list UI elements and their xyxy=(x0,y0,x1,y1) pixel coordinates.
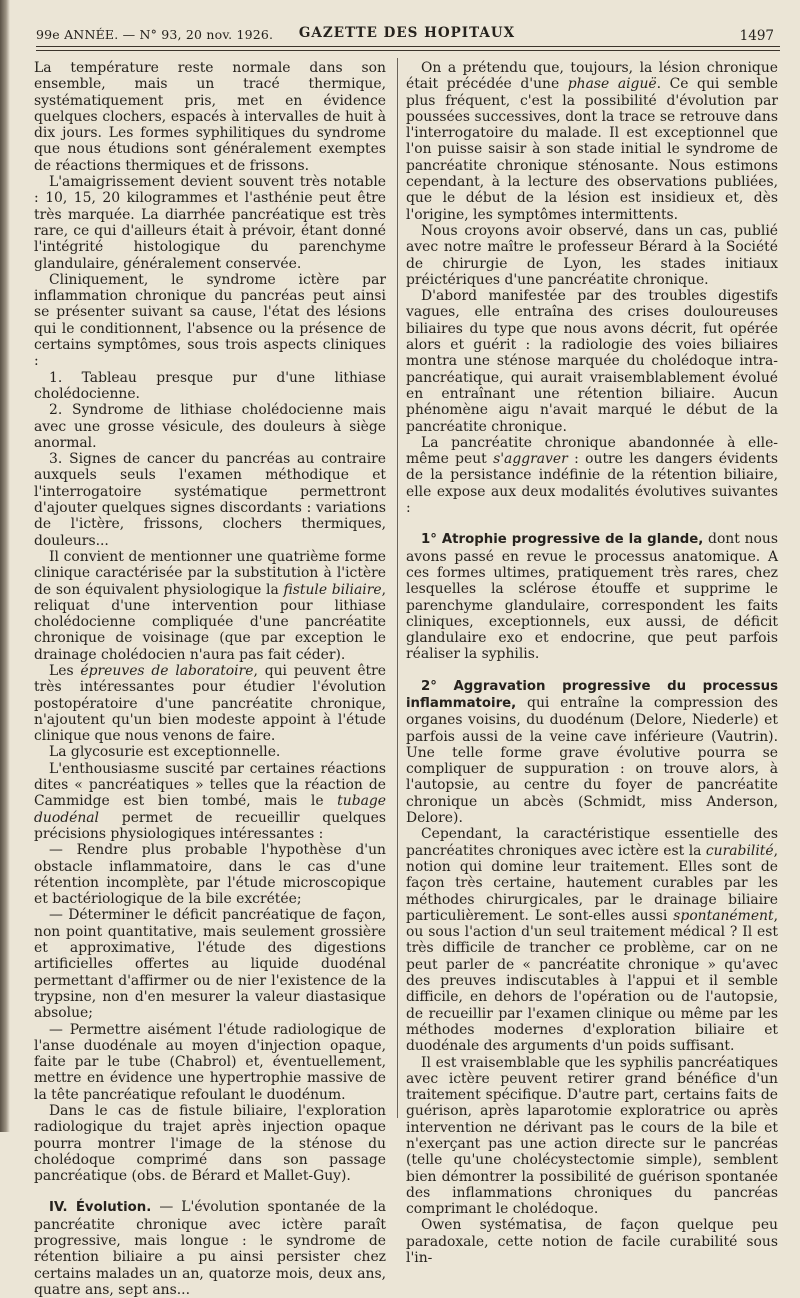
list-item: 2. Syndrome de lithiase cholédocienne mais avec une grosse vésicule, des douleurs à siège anormal. xyxy=(34,402,386,451)
italic-term: épreuves de laboratoire xyxy=(80,662,254,679)
paragraph: La glycosurie est exceptionnelle. xyxy=(49,744,281,761)
column-divider xyxy=(397,58,398,1118)
paragraph: Cliniquement, le syndrome ictère par inflammation chronique du pancréas peut ainsi se présenter suivant sa cause, l'état des lésions qui le conditionnent, l'absence ou la présence de certains symptômes, sous trois aspects cliniques : xyxy=(34,271,386,370)
italic-term: curabilité xyxy=(705,842,774,859)
section-paragraph: 1° Atrophie progressive de la glande, dont nous avons passé en revue le processus anatomique. A ces formes ultimes, pratiquement très rares, chez lesquelles la sclérose étouffe et supprime le parenchyme glandulaire, correspondent les faits cliniques, exceptionnels, eux aussi, de déficit glandulaire exo et endocrine, que peut parfois réaliser la syphilis. xyxy=(406,531,778,663)
list-item: — Permettre aisément l'étude radiologique de l'anse duodénale au moyen d'injection opaque, faite par le tube (Chabrol) et, éventuellement, mettre en évidence une hypertrophie massive de la tête pancréatique refoulant le duodénum. xyxy=(34,1021,386,1103)
right-column xyxy=(406,60,778,1266)
section-heading: IV. Évolution. xyxy=(49,1200,152,1216)
italic-term: fistule biliaire xyxy=(283,581,382,598)
paragraph: On a prétendu que, toujours, la lésion chronique était précédée d'une phase aiguë. Ce qui semble plus fréquent, c'est la possibilité d'évolution par poussées successives, dont la trace se retrouve dans l'interrogatoire du malade. Il est exceptionnel que l'on puisse saisir à son stade initial le syndrome de pancréatite chronique sténosante. Nous estimons cependant, à la lecture des observations publiées, que le début de la lésion est insidieux et, dès l'origine, les symptômes intermittents. xyxy=(406,60,779,223)
section-heading: 1° Atrophie progressive de la glande, xyxy=(421,532,704,548)
section-paragraph: 2° Aggravation progressive du processus inflammatoire, qui entraîne la compression des organes voisins, du duodénum (Delore, Niederle) et parfois aussi de la veine cave inférieure (Vautrin). Une telle forme grave évolutive pourra se compliquer de suppuration : on trouve alors, à l'autopsie, au centre du foyer de pancréatite chronique un abcès (Schmidt, miss Anderson, Delore). xyxy=(406,678,778,827)
section-heading: 2° Aggravation progressive du processus inflammatoire, xyxy=(406,678,778,711)
list-item: 1. Tableau presque pur d'une lithiase cholédocienne. xyxy=(34,369,386,402)
italic-term: s'aggraver xyxy=(493,451,568,468)
paragraph: La pancréatite chronique abandonnée à elle-même peut s'aggraver : outre les dangers évidents de la persistance indéfinie de la rétention biliaire, elle expose aux deux modalités évolutives suivantes : xyxy=(406,434,778,517)
paragraph: Il est vraisemblable que les syphilis pancréatiques avec ictère peuvent retirer grand bénéfice d'un traitement spécifique. D'autre part, certains faits de guérison, après laparotomie exploratrice ou après intervention ne dérivant pas le cours de la bile et n'exerçant pas une action directe sur le pancréas (telle qu'une cholécystectomie simple), semblent bien démontrer la possibilité de guérison spontanée des inflammations chroniques du pancréas comprimant le cholédoque. xyxy=(406,1054,778,1218)
paragraph: Les épreuves de laboratoire, qui peuvent être très intéressantes pour étudier l'évolution postopératoire d'une pancréatite chronique, n'ajoutent qu'un bien modeste appoint à l'étude clinique que nous venons de faire. xyxy=(34,662,386,745)
italic-term: phase aiguë xyxy=(567,76,657,93)
paragraph: L'amaigrissement devient souvent très notable : 10, 15, 20 kilogrammes et l'asthénie peut être très marquée. La diarrhée pancréatique est très rare, ce qui d'ailleurs était à prévoir, étant donné l'intégrité histologique du parenchyme glandulaire, généralement conservée. xyxy=(34,174,386,272)
list-item: — Déterminer le déficit pancréatique de façon, non point quantitative, mais seulement grossière et approximative, l'étude des digestions artificielles offertes au liquide duodénal permettant d'affirmer ou de nier l'existence de la trypsine, non d'en mesurer la valeur diastasique absolue; xyxy=(34,907,386,1022)
left-column xyxy=(34,60,386,1298)
paragraph: La température reste normale dans son ensemble, mais un tracé thermique, systématiquement pris, met en évidence quelques clochers, espacés à intervalles de huit à dix jours. Les formes syphilitiques du syndrome que nous étudions sont généralement exemptes de réactions thermiques et de frissons. xyxy=(34,60,386,174)
paragraph: Cependant, la caractéristique essentielle des pancréatites chroniques avec ictère est la curabilité, notion qui domine leur traitement. Elles sont de façon très certaine, hautement curables par les méthodes chirurgicales, par le drainage biliaire particulièrement. Le sont-elles aussi spontanément, ou sous l'action d'un seul traitement médical ? Il est très difficile de trancher ce problème, car on ne peut parler de « pancréatite chronique » qu'avec des preuves indiscutables à l'appui et il semble difficile, en dehors de l'opération ou de l'autopsie, de recueillir par l'examen clinique ou même par les méthodes modernes d'exploration biliaire et duodénale des arguments d'un poids suffisant. xyxy=(406,826,778,1055)
paragraph: Owen systématisa, de façon quelque peu paradoxale, cette notion de facile curabilité sous l'in- xyxy=(406,1217,778,1267)
section-paragraph: IV. Évolution. — L'évolution spontanée de la pancréatite chronique avec ictère paraît progressive, mais longue : le syndrome de rétention biliaire a pu ainsi persister chez certains malades un an, quatorze mois, deux ans, quatre ans, sept ans... xyxy=(34,1199,386,1298)
paragraph: Nous croyons avoir observé, dans un cas, publié avec notre maître le professeur Bérard à la Société de chirurgie de Lyon, les stades initiaux préictériques d'une pancréatite chronique. xyxy=(406,222,778,288)
paragraph: Dans le cas de fistule biliaire, l'exploration radiologique du trajet après injection opaque pourra montrer l'image de la sténose du cholédoque comprimé dans son passage pancréatique (obs. de Bérard et Mallet-Guy). xyxy=(34,1103,386,1185)
journal-title: GAZETTE DES HOPITAUX xyxy=(298,25,516,41)
paragraph: Il convient de mentionner une quatrième forme clinique caractérisée par la substitution à l'ictère de son équivalent physiologique la fistule biliaire, reliquat d'une intervention pour lithiase cholédocienne compliquée d'une pancréatite chronique de voisinage (que par exception le drainage cholédocien n'aura pas fait céder). xyxy=(34,548,386,663)
header-rule xyxy=(36,46,780,47)
page-binding-edge xyxy=(0,0,10,1132)
list-item: 3. Signes de cancer du pancréas au contraire auxquels seuls l'examen méthodique et l'interrogatoire systématique permettront d'ajouter quelques signes discordants : variations de l'ictère, frissons, clochers thermiques, douleurs... xyxy=(34,451,386,549)
paragraph: L'enthousiasme suscité par certaines réactions dites « pancréatiques » telles que la réaction de Cammidge est bien tombé, mais le tubage duodénal permet de recueillir quelques précisions physiologiques intéressantes : xyxy=(34,760,386,842)
page-header xyxy=(36,23,778,43)
header-rule-thin xyxy=(36,50,780,51)
list-item: — Rendre plus probable l'hypothèse d'un obstacle inflammatoire, dans le cas d'une rétention incomplète, par l'étude microscopique et bactériologique de la bile excrétée; xyxy=(34,842,386,908)
italic-term: spontanément xyxy=(673,907,774,924)
issue-line: 99e ANNÉE. — N° 93, 20 nov. 1926. xyxy=(36,27,274,42)
italic-term: tubage duodénal xyxy=(34,793,386,826)
paragraph: D'abord manifestée par des troubles digestifs vagues, elle entraîna des crises douloureuses biliaires du type que nous avons décrit, fut opérée alors et guérit : la radiologie des voies biliaires montra une sténose marquée du cholédoque intra-pancréatique, qui aurait vraisemblablement évolué en entraînant une rétention biliaire. Aucun phénomène aigu n'avait marqué le début de la pancréatite chronique. xyxy=(406,288,778,435)
page-number: 1497 xyxy=(739,28,774,44)
